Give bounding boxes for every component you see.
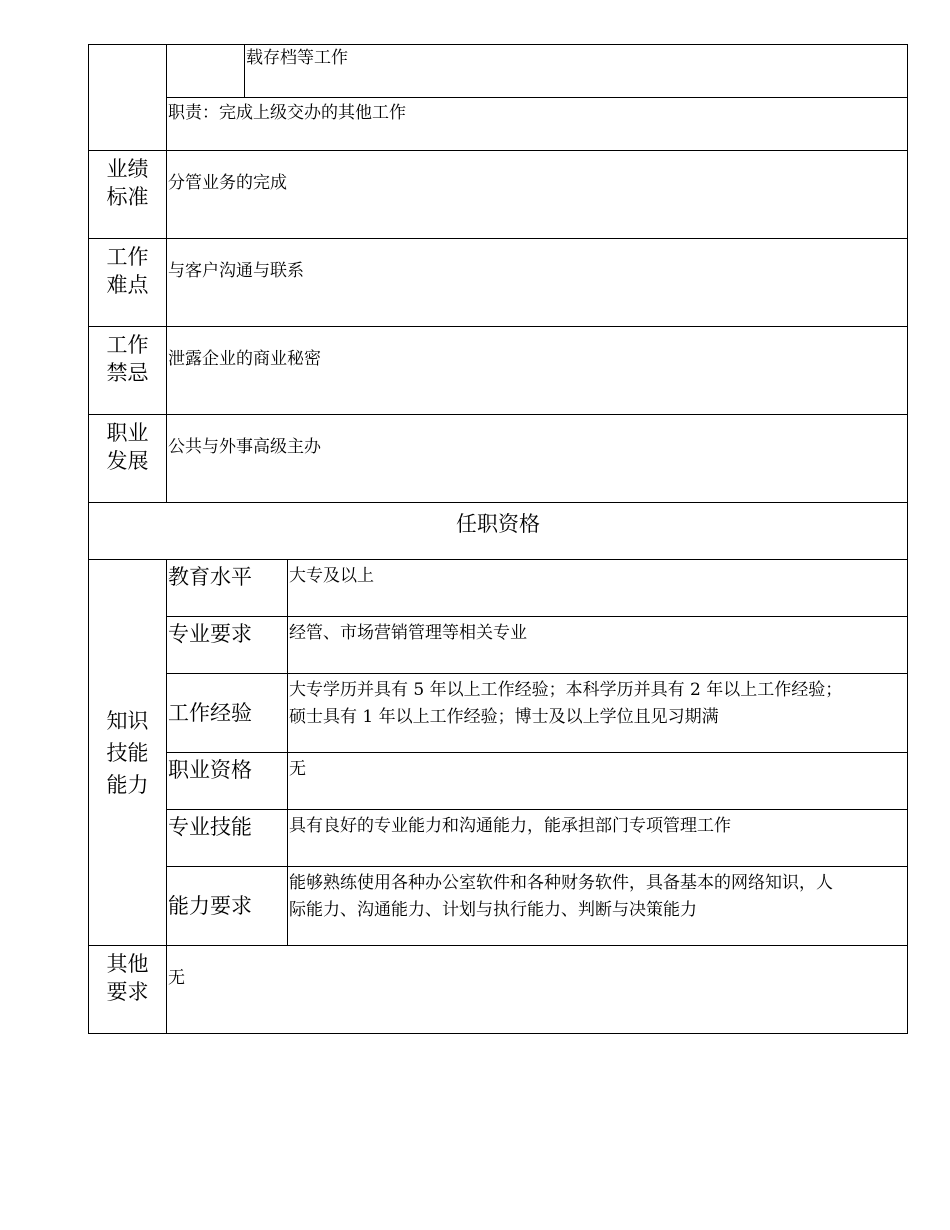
row-value-other: 无 bbox=[167, 946, 908, 1034]
row-label-career bbox=[89, 415, 167, 503]
duties-label-cell bbox=[89, 45, 167, 151]
group-label-line: 技能 bbox=[106, 740, 149, 765]
row-label-line: 业绩 bbox=[106, 157, 149, 181]
qual-value-major: 经管、市场营销管理等相关专业 bbox=[288, 617, 908, 674]
row-label-line: 标准 bbox=[106, 185, 149, 209]
row-label-line: 工作 bbox=[106, 245, 149, 269]
qual-label-education: 教育水平 bbox=[167, 560, 288, 617]
qual-value-line: 硕士具有 1 年以上工作经验；博士及以上学位且见习期满 bbox=[289, 707, 719, 727]
row-value-taboo: 泄露企业的商业秘密 bbox=[167, 327, 908, 415]
row-label-line: 要求 bbox=[106, 980, 149, 1004]
row-label-line: 难点 bbox=[106, 273, 149, 297]
row-label-line: 工作 bbox=[106, 333, 149, 357]
qual-value-line: 大专学历并具有 5 年以上工作经验；本科学历并具有 2 年以上工作经验； bbox=[289, 680, 843, 700]
row-label-difficulty bbox=[89, 239, 167, 327]
job-description-table bbox=[88, 44, 908, 1034]
row-value-difficulty: 与客户沟通与联系 bbox=[167, 239, 908, 327]
group-label-knowledge-skills bbox=[89, 560, 167, 946]
row-label-other bbox=[89, 946, 167, 1034]
duties-other-duty: 职责：完成上级交办的其他工作 bbox=[167, 98, 908, 151]
qual-label-experience: 工作经验 bbox=[167, 674, 288, 753]
row-value-performance: 分管业务的完成 bbox=[167, 151, 908, 239]
qual-value-education: 大专及以上 bbox=[288, 560, 908, 617]
section-title-qualifications: 任职资格 bbox=[89, 503, 908, 560]
row-label-line: 职业 bbox=[106, 421, 149, 445]
qual-value-ability bbox=[288, 867, 908, 946]
qual-label-ability: 能力要求 bbox=[167, 867, 288, 946]
duties-continued-text: 载存档等工作 bbox=[245, 45, 908, 98]
qual-value-skills: 具有良好的专业能力和沟通能力，能承担部门专项管理工作 bbox=[288, 810, 908, 867]
row-label-line: 发展 bbox=[106, 449, 149, 473]
row-label-line: 其他 bbox=[106, 952, 149, 976]
qual-label-major: 专业要求 bbox=[167, 617, 288, 674]
qual-label-skills: 专业技能 bbox=[167, 810, 288, 867]
group-label-line: 知识 bbox=[106, 708, 149, 733]
qual-label-certification: 职业资格 bbox=[167, 753, 288, 810]
row-label-taboo bbox=[89, 327, 167, 415]
duties-empty-cell bbox=[167, 45, 245, 98]
row-label-line: 禁忌 bbox=[106, 361, 149, 385]
qual-value-experience bbox=[288, 674, 908, 753]
qual-value-line: 能够熟练使用各种办公室软件和各种财务软件，具备基本的网络知识，人 bbox=[289, 873, 833, 893]
qual-value-certification: 无 bbox=[288, 753, 908, 810]
group-label-line: 能力 bbox=[106, 772, 149, 797]
row-label-performance bbox=[89, 151, 167, 239]
qual-value-line: 际能力、沟通能力、计划与执行能力、判断与决策能力 bbox=[289, 900, 697, 920]
row-value-career: 公共与外事高级主办 bbox=[167, 415, 908, 503]
